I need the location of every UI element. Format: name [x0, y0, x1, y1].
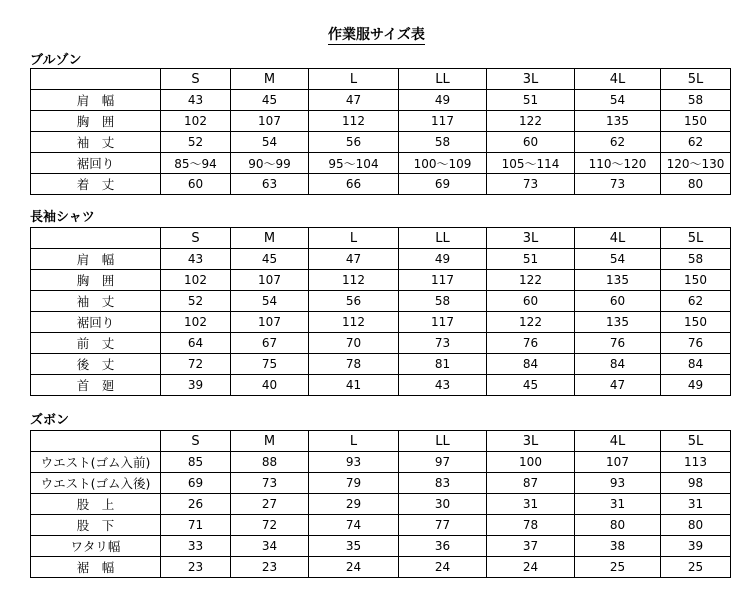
section-label-blouson: ブルゾン: [30, 53, 82, 68]
table-cell: 100～109: [399, 153, 487, 174]
table-cell: 84: [575, 354, 661, 375]
size-header: M: [231, 431, 309, 452]
table-cell: 31: [575, 494, 661, 515]
table-cell: 122: [487, 312, 575, 333]
section-label-pants: ズボン: [30, 413, 70, 428]
table-cell: 76: [575, 333, 661, 354]
table-cell: 120～130: [661, 153, 731, 174]
table-row: [31, 473, 731, 494]
table-cell: 117: [399, 270, 487, 291]
table-cell: 60: [161, 174, 231, 195]
row-label: 首 廻: [31, 375, 161, 396]
table-cell: 24: [399, 557, 487, 578]
table-cell: 79: [309, 473, 399, 494]
table-cell: 45: [487, 375, 575, 396]
table-row: [31, 153, 731, 174]
table-cell: 112: [309, 111, 399, 132]
table-cell: 73: [231, 473, 309, 494]
table-cell: 47: [575, 375, 661, 396]
table-cell: 78: [487, 515, 575, 536]
table-cell: 107: [575, 452, 661, 473]
table-header-row: [31, 228, 731, 249]
table-cell: 150: [661, 270, 731, 291]
table-cell: 135: [575, 111, 661, 132]
table-cell: 64: [161, 333, 231, 354]
table-row: [31, 111, 731, 132]
table-cell: 150: [661, 312, 731, 333]
table-cell: 23: [231, 557, 309, 578]
table-cell: 112: [309, 270, 399, 291]
table-cell: 25: [575, 557, 661, 578]
size-header: 4L: [575, 228, 661, 249]
row-label: 裾回り: [31, 312, 161, 333]
table-cell: 62: [575, 132, 661, 153]
table-cell: 54: [231, 291, 309, 312]
corner-cell: [31, 69, 161, 90]
table-cell: 74: [309, 515, 399, 536]
table-cell: 25: [661, 557, 731, 578]
table-cell: 30: [399, 494, 487, 515]
size-header: L: [309, 431, 399, 452]
table-cell: 54: [575, 90, 661, 111]
table-cell: 51: [487, 249, 575, 270]
size-header: L: [309, 228, 399, 249]
size-header: 5L: [661, 228, 731, 249]
table-cell: 54: [575, 249, 661, 270]
table-cell: 49: [661, 375, 731, 396]
table-cell: 39: [161, 375, 231, 396]
table-cell: 150: [661, 111, 731, 132]
table-cell: 75: [231, 354, 309, 375]
table-cell: 90～99: [231, 153, 309, 174]
row-label: 着 丈: [31, 174, 161, 195]
row-label: 胸 囲: [31, 270, 161, 291]
table-row: [31, 291, 731, 312]
table-cell: 83: [399, 473, 487, 494]
table-cell: 93: [309, 452, 399, 473]
table-row: [31, 132, 731, 153]
row-label: 胸 囲: [31, 111, 161, 132]
size-table-blouson: [30, 68, 731, 195]
table-cell: 24: [309, 557, 399, 578]
table-cell: 84: [487, 354, 575, 375]
table-cell: 78: [309, 354, 399, 375]
table-cell: 23: [161, 557, 231, 578]
table-cell: 113: [661, 452, 731, 473]
table-cell: 43: [399, 375, 487, 396]
row-label: 肩 幅: [31, 90, 161, 111]
row-label: 袖 丈: [31, 291, 161, 312]
table-cell: 60: [487, 291, 575, 312]
table-cell: 45: [231, 90, 309, 111]
table-cell: 122: [487, 111, 575, 132]
table-row: [31, 174, 731, 195]
table-cell: 58: [661, 249, 731, 270]
size-table-pants: [30, 430, 731, 578]
table-cell: 49: [399, 249, 487, 270]
table-cell: 110～120: [575, 153, 661, 174]
table-row: [31, 354, 731, 375]
table-cell: 85～94: [161, 153, 231, 174]
size-header: S: [161, 228, 231, 249]
size-header: LL: [399, 431, 487, 452]
size-header: M: [231, 69, 309, 90]
table-cell: 58: [399, 132, 487, 153]
size-table-long-sleeve-shirt: [30, 227, 731, 396]
table-cell: 72: [161, 354, 231, 375]
table-cell: 31: [487, 494, 575, 515]
row-label: 裾回り: [31, 153, 161, 174]
table-cell: 102: [161, 270, 231, 291]
table-cell: 102: [161, 111, 231, 132]
table-cell: 117: [399, 312, 487, 333]
row-label: 股 上: [31, 494, 161, 515]
table-cell: 54: [231, 132, 309, 153]
table-row: [31, 494, 731, 515]
table-cell: 70: [309, 333, 399, 354]
section-label-long-sleeve-shirt: 長袖シャツ: [30, 210, 95, 225]
table-cell: 73: [575, 174, 661, 195]
table-cell: 35: [309, 536, 399, 557]
table-row: [31, 249, 731, 270]
table-cell: 41: [309, 375, 399, 396]
table-cell: 27: [231, 494, 309, 515]
table-row: [31, 312, 731, 333]
size-header: 5L: [661, 69, 731, 90]
table-cell: 76: [487, 333, 575, 354]
table-cell: 105～114: [487, 153, 575, 174]
row-label: ウエスト(ゴム入後): [31, 473, 161, 494]
table-cell: 66: [309, 174, 399, 195]
table-cell: 52: [161, 132, 231, 153]
table-cell: 63: [231, 174, 309, 195]
page-title: 作業服サイズ表: [328, 27, 425, 43]
table-cell: 52: [161, 291, 231, 312]
table-cell: 71: [161, 515, 231, 536]
size-header: 4L: [575, 431, 661, 452]
table-row: [31, 536, 731, 557]
size-header: S: [161, 431, 231, 452]
table-cell: 84: [661, 354, 731, 375]
table-cell: 77: [399, 515, 487, 536]
table-cell: 47: [309, 249, 399, 270]
size-header: 3L: [487, 69, 575, 90]
table-cell: 135: [575, 312, 661, 333]
corner-cell: [31, 228, 161, 249]
table-cell: 58: [661, 90, 731, 111]
table-cell: 95～104: [309, 153, 399, 174]
size-header: L: [309, 69, 399, 90]
table-cell: 80: [575, 515, 661, 536]
size-header: 5L: [661, 431, 731, 452]
table-cell: 47: [309, 90, 399, 111]
table-cell: 40: [231, 375, 309, 396]
size-header: M: [231, 228, 309, 249]
table-cell: 62: [661, 132, 731, 153]
size-header: S: [161, 69, 231, 90]
table-cell: 73: [487, 174, 575, 195]
size-header: 4L: [575, 69, 661, 90]
table-cell: 33: [161, 536, 231, 557]
table-header-row: [31, 69, 731, 90]
table-cell: 107: [231, 270, 309, 291]
table-header-row: [31, 431, 731, 452]
table-row: [31, 557, 731, 578]
row-label: ワタリ幅: [31, 536, 161, 557]
table-cell: 38: [575, 536, 661, 557]
table-cell: 60: [487, 132, 575, 153]
table-cell: 26: [161, 494, 231, 515]
size-header: 3L: [487, 431, 575, 452]
table-row: [31, 515, 731, 536]
table-cell: 98: [661, 473, 731, 494]
table-cell: 107: [231, 312, 309, 333]
table-cell: 45: [231, 249, 309, 270]
table-cell: 87: [487, 473, 575, 494]
table-cell: 39: [661, 536, 731, 557]
table-cell: 60: [575, 291, 661, 312]
table-cell: 43: [161, 249, 231, 270]
table-row: [31, 375, 731, 396]
row-label: 袖 丈: [31, 132, 161, 153]
table-cell: 58: [399, 291, 487, 312]
table-cell: 97: [399, 452, 487, 473]
row-label: 股 下: [31, 515, 161, 536]
table-cell: 73: [399, 333, 487, 354]
row-label: 裾 幅: [31, 557, 161, 578]
row-label: 後 丈: [31, 354, 161, 375]
table-cell: 85: [161, 452, 231, 473]
corner-cell: [31, 431, 161, 452]
table-row: [31, 333, 731, 354]
table-cell: 72: [231, 515, 309, 536]
table-cell: 56: [309, 132, 399, 153]
table-cell: 112: [309, 312, 399, 333]
table-cell: 135: [575, 270, 661, 291]
table-cell: 69: [399, 174, 487, 195]
table-cell: 62: [661, 291, 731, 312]
table-cell: 36: [399, 536, 487, 557]
table-cell: 76: [661, 333, 731, 354]
size-header: LL: [399, 69, 487, 90]
table-cell: 51: [487, 90, 575, 111]
table-row: [31, 452, 731, 473]
size-header: LL: [399, 228, 487, 249]
table-cell: 43: [161, 90, 231, 111]
table-cell: 56: [309, 291, 399, 312]
table-cell: 80: [661, 515, 731, 536]
table-row: [31, 270, 731, 291]
table-cell: 102: [161, 312, 231, 333]
table-row: [31, 90, 731, 111]
table-cell: 69: [161, 473, 231, 494]
table-cell: 117: [399, 111, 487, 132]
table-cell: 49: [399, 90, 487, 111]
table-cell: 80: [661, 174, 731, 195]
table-cell: 31: [661, 494, 731, 515]
table-cell: 93: [575, 473, 661, 494]
table-cell: 67: [231, 333, 309, 354]
table-cell: 81: [399, 354, 487, 375]
table-cell: 88: [231, 452, 309, 473]
row-label: 肩 幅: [31, 249, 161, 270]
row-label: ウエスト(ゴム入前): [31, 452, 161, 473]
table-cell: 100: [487, 452, 575, 473]
table-cell: 37: [487, 536, 575, 557]
size-header: 3L: [487, 228, 575, 249]
table-cell: 34: [231, 536, 309, 557]
row-label: 前 丈: [31, 333, 161, 354]
table-cell: 122: [487, 270, 575, 291]
table-cell: 107: [231, 111, 309, 132]
table-cell: 29: [309, 494, 399, 515]
table-cell: 24: [487, 557, 575, 578]
